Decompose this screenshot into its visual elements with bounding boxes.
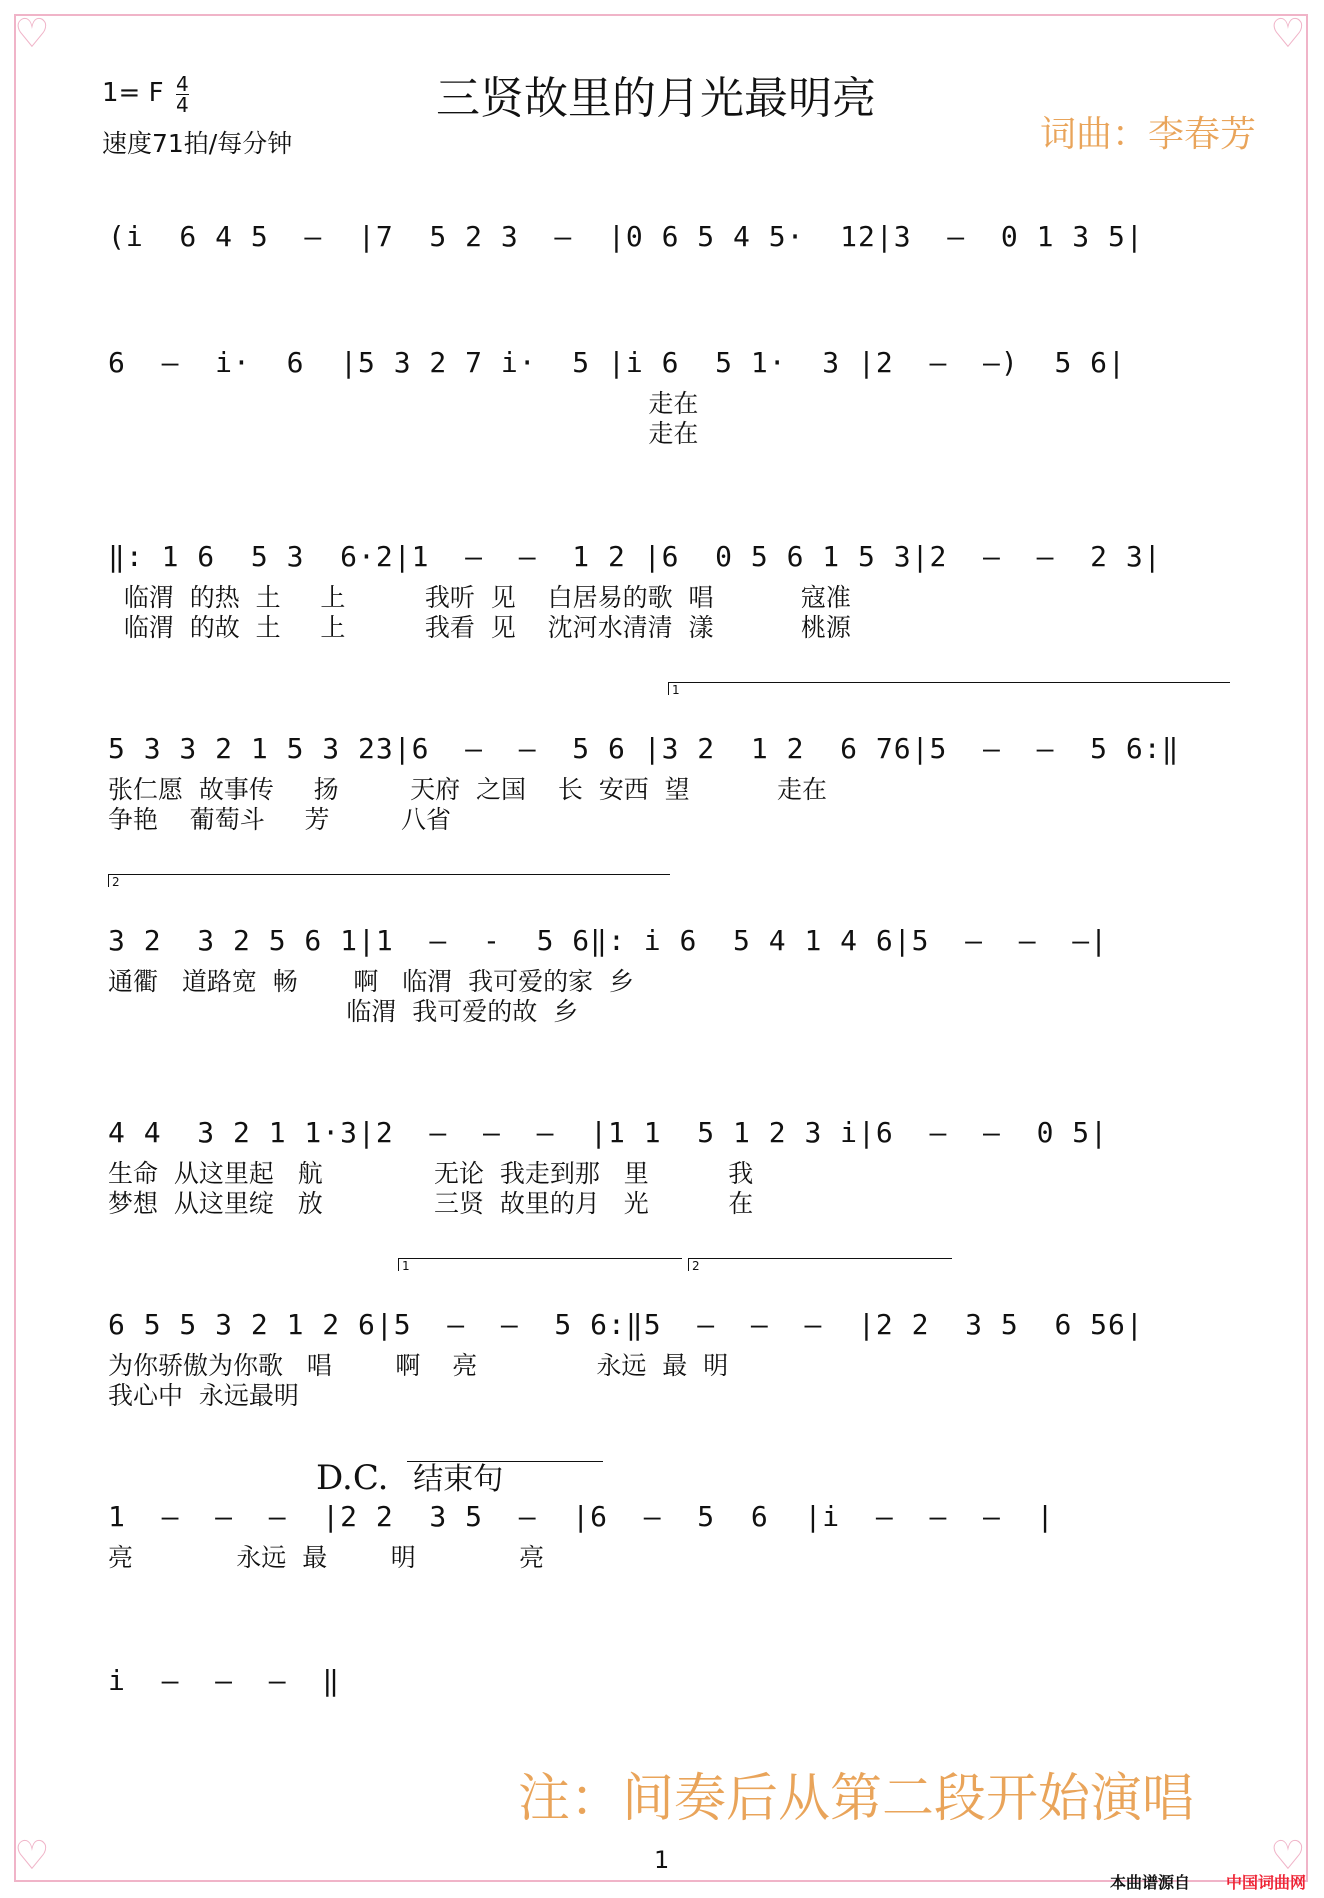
performance-note: 注：间奏后从第二段开始演唱 bbox=[518, 1769, 1195, 1829]
lyrics-line-2: 临渭 我可爱的故 乡 bbox=[108, 997, 579, 1026]
lyrics-line-2: 我心中 永远最明 bbox=[108, 1381, 299, 1410]
notation-line: 5 3 3 2 1 5 3 23|6 — — 5 6 |3 2 1 2 6 76|5 — — 5 6:‖ bbox=[108, 732, 1180, 765]
heart-icon: ♡ bbox=[14, 11, 50, 57]
notation-line: 6 5 5 3 2 1 2 6|5 — — 5 6:‖5 — — — |2 2 3 5 6 56| bbox=[108, 1308, 1144, 1341]
tempo-text: 速度71拍/每分钟 bbox=[102, 129, 293, 158]
notation-line: ‖: 1 6 5 3 6·2|1 — — 1 2 |6 0 5 6 1 5 3|2 — — 2 3| bbox=[108, 540, 1162, 573]
time-top: 4 bbox=[176, 72, 189, 96]
heart-icon: ♡ bbox=[14, 1833, 50, 1879]
heart-icon: ♡ bbox=[1270, 1833, 1306, 1879]
time-signature bbox=[176, 74, 189, 115]
lyrics-line-2: 梦想 从这里绽 放 三贤 故里的月 光 在 bbox=[108, 1189, 754, 1218]
dc-marking bbox=[316, 1454, 603, 1498]
lyrics-line-1: 走在 bbox=[108, 389, 699, 418]
coda-label: 结束句 bbox=[407, 1461, 603, 1497]
source-label: 本曲谱源自 bbox=[1110, 1873, 1191, 1892]
notation-line: 6 — i· 6 |5 3 2 7 i· 5 |i 6 5 1· 3 |2 — —) 5 6| bbox=[108, 346, 1126, 379]
lyrics-line-1: 临渭 的热 土 上 我听 见 白居易的歌 唱 寇准 bbox=[108, 583, 851, 612]
notation-line: 3 2 3 2 5 6 1|1 — - 5 6‖: i 6 5 4 1 4 6|5 — — —| bbox=[108, 924, 1109, 957]
notation-line: (i 6 4 5 — |7 5 2 3 — |0 6 5 4 5· 12|3 — 0 1 3 5| bbox=[108, 220, 1144, 253]
lyrics-line-1: 生命 从这里起 航 无论 我走到那 里 我 bbox=[108, 1159, 754, 1188]
lyrics-line-1: 亮 永远 最 明 亮 bbox=[108, 1543, 545, 1572]
lyrics-line-1: 张仁愿 故事传 扬 天府 之国 长 安西 望 走在 bbox=[108, 775, 828, 804]
volta-bracket-1: 1 bbox=[398, 1258, 682, 1271]
page-number: 1 bbox=[654, 1846, 670, 1874]
notation-line: i — — — ‖ bbox=[108, 1664, 341, 1697]
lyrics-line-1: 通衢 道路宽 畅 啊 临渭 我可爱的家 乡 bbox=[108, 967, 634, 996]
volta-bracket-2: 2 bbox=[108, 874, 670, 887]
lyrics-line-2: 临渭 的故 土 上 我看 见 沈河水清清 漾 桃源 bbox=[108, 613, 851, 642]
lyrics-line-2: 走在 bbox=[108, 419, 699, 448]
volta-bracket-1: 1 bbox=[668, 682, 1230, 695]
time-bottom: 4 bbox=[176, 93, 189, 117]
brand-watermark: 中国词曲网 bbox=[1226, 1873, 1307, 1892]
volta-bracket-2: 2 bbox=[688, 1258, 952, 1271]
song-title: 三贤故里的月光最明亮 bbox=[436, 73, 876, 124]
lyrics-line-2: 争艳 葡萄斗 芳 八省 bbox=[108, 805, 452, 834]
notation-line: 1 — — — |2 2 3 5 — |6 — 5 6 |i — — — | bbox=[108, 1500, 1055, 1533]
key-signature: 1= F bbox=[102, 78, 164, 108]
heart-icon: ♡ bbox=[1270, 11, 1306, 57]
notation-line: 4 4 3 2 1 1·3|2 — — — |1 1 5 1 2 3 i|6 — — 0 5| bbox=[108, 1116, 1109, 1149]
lyrics-line-1: 为你骄傲为你歌 唱 啊 亮 永远 最 明 bbox=[108, 1351, 729, 1380]
composer-credit: 词曲：李春芳 bbox=[1040, 114, 1257, 155]
dc-text: D.C. bbox=[316, 1458, 389, 1498]
